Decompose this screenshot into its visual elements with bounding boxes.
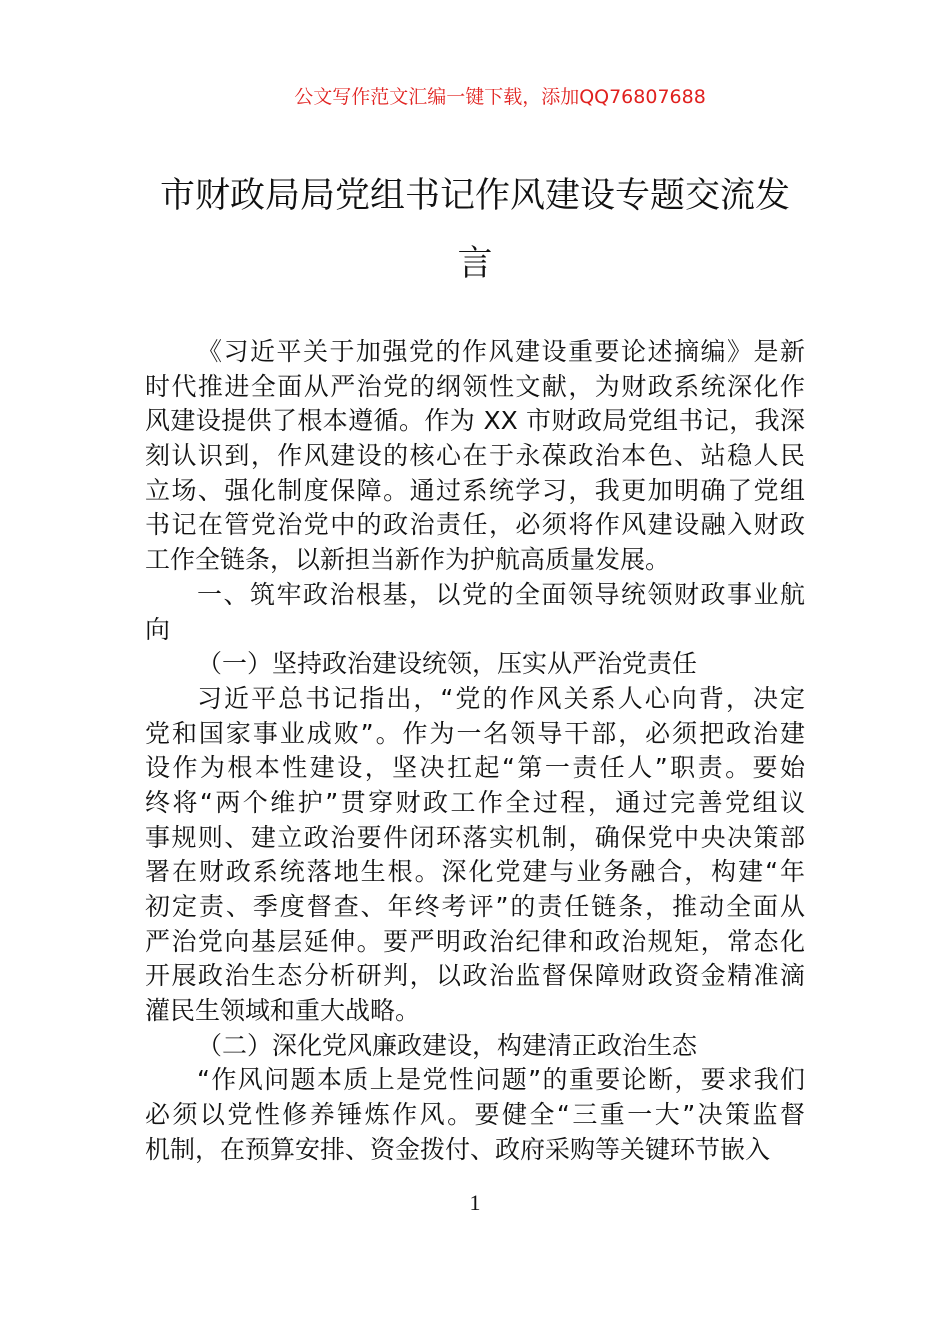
text-line: （二）深化党风廉政建设，构建清正政治生态: [197, 1030, 698, 1060]
text-line: 一、筑牢政治根基，以党的全面领导统领财政事业航: [197, 579, 805, 609]
text-line: 工作全链条，以新担当新作为护航高质量发展。: [145, 545, 671, 575]
text-line: 设作为根本性建设，坚决扛起“第一责任人”职责。要始: [145, 753, 805, 783]
text-line: 终将“两个维护”贯穿财政工作全过程，通过完善党组议: [145, 787, 805, 817]
text-line: 书记在管党治党中的政治责任，必须将作风建设融入财政: [145, 510, 805, 540]
paragraph: [145, 1063, 805, 1167]
text-line: （一）坚持政治建设统领，压实从严治党责任: [197, 649, 698, 679]
text-line: 严治党向基层延伸。要严明政治纪律和政治规矩，常态化: [145, 926, 805, 956]
text-line: 向: [145, 614, 171, 644]
text-line: 习近平总书记指出，“党的作风关系人心向背，决定: [197, 683, 805, 713]
text-line: 署在财政系统落地生根。深化党建与业务融合，构建“年: [145, 857, 805, 887]
paragraph: [145, 682, 805, 1029]
paragraph: [145, 578, 805, 647]
document-title-line-2: 言: [457, 244, 493, 284]
page-number: 1: [469, 1190, 481, 1215]
download-banner: 公文写作范文汇编一键下载，添加QQ76807688: [294, 86, 706, 108]
text-line: 时代推进全面从严治党的纲领性文献，为财政系统深化作: [145, 371, 805, 401]
text-line: “作风问题本质上是党性问题”的重要论断，要求我们: [197, 1065, 805, 1095]
text-line: 事规则、建立政治要件闭环落实机制，确保党中央决策部: [145, 822, 805, 852]
paragraph: [145, 335, 805, 578]
paragraph: [145, 647, 805, 682]
text-line: 开展政治生态分析研判，以政治监督保障财政资金精准滴: [145, 961, 805, 991]
text-line: 风建设提供了根本遵循。作为 XX 市财政局党组书记，我深: [145, 406, 805, 436]
text-line: 必须以党性修养锤炼作风。要健全“三重一大”决策监督: [145, 1100, 805, 1130]
text-line: 《习近平关于加强党的作风建设重要论述摘编》是新: [197, 337, 805, 366]
document-body: [145, 335, 805, 1168]
text-line: 刻认识到，作风建设的核心在于永葆政治本色、站稳人民: [145, 441, 805, 471]
text-line: 机制，在预算安排、资金拨付、政府采购等关键环节嵌入: [145, 1134, 771, 1164]
document-title-line-1: 市财政局局党组书记作风建设专题交流发: [159, 176, 790, 216]
paragraph: [145, 1029, 805, 1064]
text-line: 立场、强化制度保障。通过系统学习，我更加明确了党组: [145, 475, 805, 505]
text-line: 初定责、季度督查、年终考评”的责任链条，推动全面从: [145, 892, 805, 921]
text-line: 党和国家事业成败”。作为一名领导干部，必须把政治建: [145, 718, 805, 748]
text-line: 灌民生领域和重大战略。: [145, 996, 421, 1026]
